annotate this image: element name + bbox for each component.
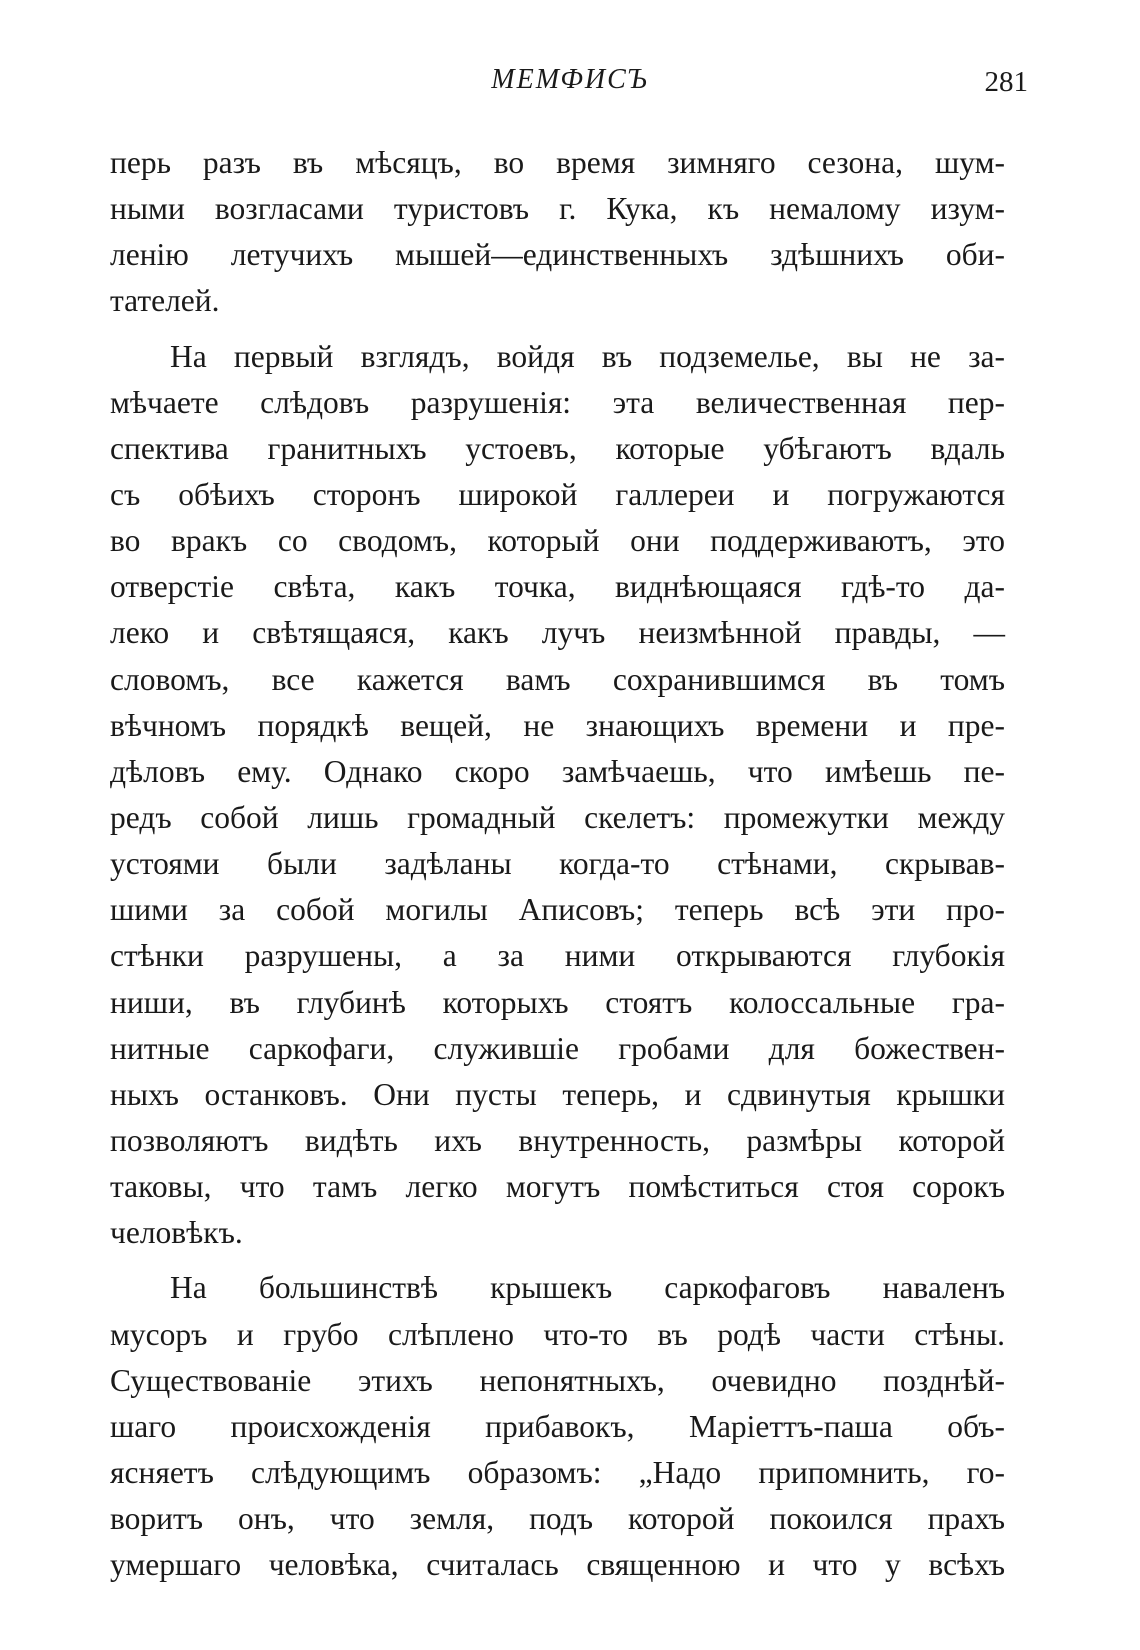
text-line: ныхъ останковъ. Они пусты теперь, и сдвинутыя крышки [110,1076,1005,1112]
text-line: таковы, что тамъ легко могутъ помѣститься стоя сорокъ [110,1169,1005,1205]
text-line: шаго происхожденія прибавокъ, Маріеттъ-паша объ- [110,1408,1005,1444]
text-line: мѣчаете слѣдовъ разрушенія: эта величественная пер- [110,384,1005,420]
text-line: мусоръ и грубо слѣплено что-то въ родѣ части стѣны. [110,1316,1005,1352]
text-line: позволяютъ видѣть ихъ внутренность, размѣры которой [110,1122,1005,1158]
running-title: МЕМФИСЪ [491,64,649,95]
text-line: ными возгласами туристовъ г. Кука, къ немалому изум- [110,191,1005,227]
running-head [0,62,1140,102]
text-line: На первый взглядъ, войдя въ подземелье, вы не за- [170,338,1005,374]
text-line: Существованіе этихъ непонятныхъ, очевидно позднѣй- [110,1362,1005,1398]
text-line: устоями были задѣланы когда-то стѣнами, скрывав- [110,846,1005,882]
text-line: воритъ онъ, что земля, подъ которой покоился прахъ [110,1501,1005,1537]
body-text [110,140,1005,1588]
text-line: спектива гранитныхъ устоевъ, которые убѣгаютъ вдаль [110,430,1005,466]
page-number: 281 [984,66,1028,98]
text-line: во вракъ со сводомъ, который они поддерживаютъ, это [110,523,1005,559]
text-line: отверстіе свѣта, какъ точка, виднѣющаяся гдѣ-то да- [110,569,1005,605]
text-line: съ обѣихъ сторонъ широкой галлереи и погружаются [110,476,1005,512]
text-line: стѣнки разрушены, а за ними открываются глубокія [110,938,1005,974]
text-line: тателей. [110,283,220,319]
text-line: словомъ, все кажется вамъ сохранившимся въ томъ [110,661,1005,697]
paragraph-3 [110,1265,1005,1588]
paragraph-2 [110,334,1005,1257]
text-line: вѣчномъ порядкѣ вещей, не знающихъ времени и пре- [110,707,1005,743]
text-line: ленію летучихъ мышей—единственныхъ здѣшнихъ оби- [110,237,1005,273]
text-line: шими за собой могилы Аписовъ; теперь всѣ эти про- [110,892,1005,928]
text-line: леко и свѣтящаяся, какъ лучъ неизмѣнной правды, — [110,615,1005,651]
text-line: перь разъ въ мѣсяцъ, во время зимняго сезона, шум- [110,145,1005,180]
text-line: умершаго человѣка, считалась священною и что у всѣхъ [110,1547,1005,1583]
text-line: нитные саркофаги, служившіе гробами для божествен- [110,1030,1005,1066]
text-line: редъ собой лишь громадный скелетъ: промежутки между [110,799,1005,835]
text-line: ниши, въ глубинѣ которыхъ стоятъ колоссальные гра- [110,984,1005,1020]
text-line: ясняетъ слѣдующимъ образомъ: „Надо припомнить, го- [110,1454,1005,1490]
paragraph-1 [110,140,1005,325]
text-line: человѣкъ. [110,1215,243,1251]
text-line: На большинствѣ крышекъ саркофаговъ наваленъ [170,1270,1005,1306]
text-line: дѣловъ ему. Однако скоро замѣчаешь, что имѣешь пе- [110,753,1005,789]
